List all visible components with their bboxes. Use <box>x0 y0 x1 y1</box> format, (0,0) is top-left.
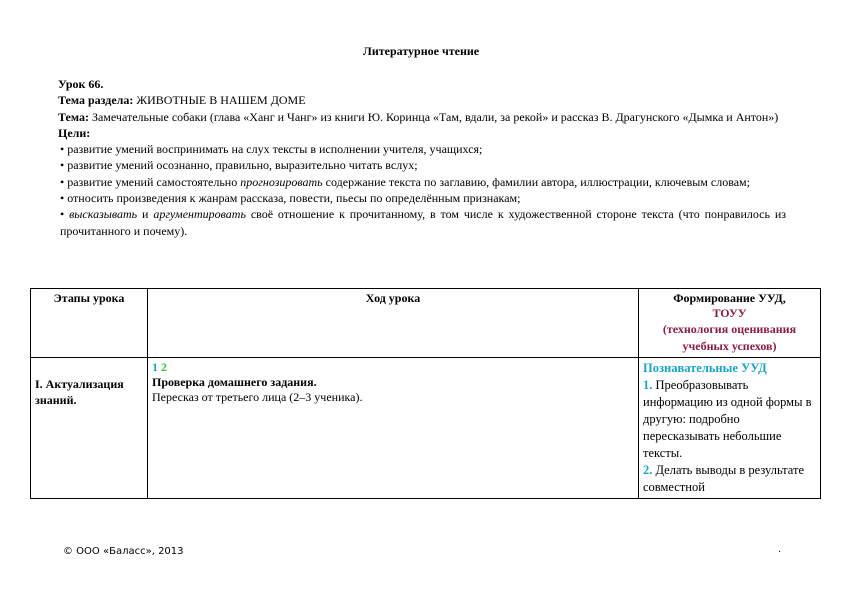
task-title: Проверка домашнего задания. <box>152 375 317 389</box>
task-text: Пересказ от третьего лица (2–3 ученика). <box>152 390 363 404</box>
uud-cell <box>639 358 821 499</box>
uud-number: 2. <box>643 463 653 477</box>
header-uud-sub: (технология оценивания учебных успехов) <box>662 322 797 353</box>
header-stages: Этапы урока <box>31 289 148 358</box>
lesson-table <box>30 288 821 499</box>
header-course: Ход урока <box>148 289 639 358</box>
uud-title: Познавательные УУД <box>643 361 767 375</box>
section-label: Тема раздела: <box>58 93 134 108</box>
goal-emphasis: аргументировать <box>153 207 246 222</box>
goals-label: Цели: <box>58 125 91 140</box>
topic-label: Тема: <box>58 109 89 124</box>
header-uud-toyy: ТОУУ <box>712 306 747 320</box>
stage-cell <box>31 358 148 499</box>
header-uud-main: Формирование УУД, <box>673 291 786 305</box>
goal-item <box>58 174 786 190</box>
goal-text: и <box>142 207 149 222</box>
table-header-row <box>31 289 821 358</box>
footer-mark: . <box>778 544 782 555</box>
goal-bullet: • <box>60 207 65 222</box>
goal-item <box>58 206 786 239</box>
footer-copyright: © ООО «Баласс», 2013 <box>63 546 184 557</box>
lesson-intro <box>58 76 786 239</box>
lesson-number: Урок 66. <box>58 77 104 91</box>
uud-item <box>643 377 816 462</box>
goal-item: • развитие умений воспринимать на слух тексты в исполнении учителя, учащихся; <box>60 142 483 157</box>
page-title: Литературное чтение <box>362 44 480 58</box>
table-row <box>31 358 821 499</box>
uud-text: Преобразовывать информацию из одной формы в другую: подробно пересказывать небольшие тексты. <box>643 378 812 460</box>
assessment-marks <box>152 360 634 375</box>
goal-item: • развитие умений осознанно, правильно, выразительно читать вслух; <box>60 158 418 173</box>
mark-number: 2 <box>161 360 167 374</box>
header-uud <box>639 289 821 358</box>
topic-value: Замечательные собаки (глава «Ханг и Чанг» из книги Ю. Коринца «Там, вдали, за рекой» и рассказ В. Драгунского «Дымка и Антон») <box>91 109 779 124</box>
goal-text: содержание текста по заглавию, фамилии автора, иллюстрации, ключевым словам; <box>325 174 750 189</box>
goal-emphasis: высказывать <box>69 207 138 222</box>
uud-text: Делать выводы в результате совместной <box>643 463 805 494</box>
uud-item <box>643 462 816 496</box>
goal-text: своё отношение к прочитанному, в том числе к художественной стороне текста (что понравилось из прочитанного и почему). <box>60 207 787 238</box>
goal-emphasis: прогнозировать <box>240 174 323 189</box>
uud-number: 1. <box>643 378 653 392</box>
mark-number: 1 <box>152 360 158 374</box>
course-cell <box>148 358 639 499</box>
goal-text: • развитие умений самостоятельно <box>60 174 238 189</box>
stage-label: I. Актуализация знаний. <box>35 377 124 407</box>
goal-item: • относить произведения к жанрам рассказа, повести, пьесы по определённым признакам; <box>60 191 521 206</box>
section-value: ЖИВОТНЫЕ В НАШЕМ ДОМЕ <box>136 93 306 108</box>
